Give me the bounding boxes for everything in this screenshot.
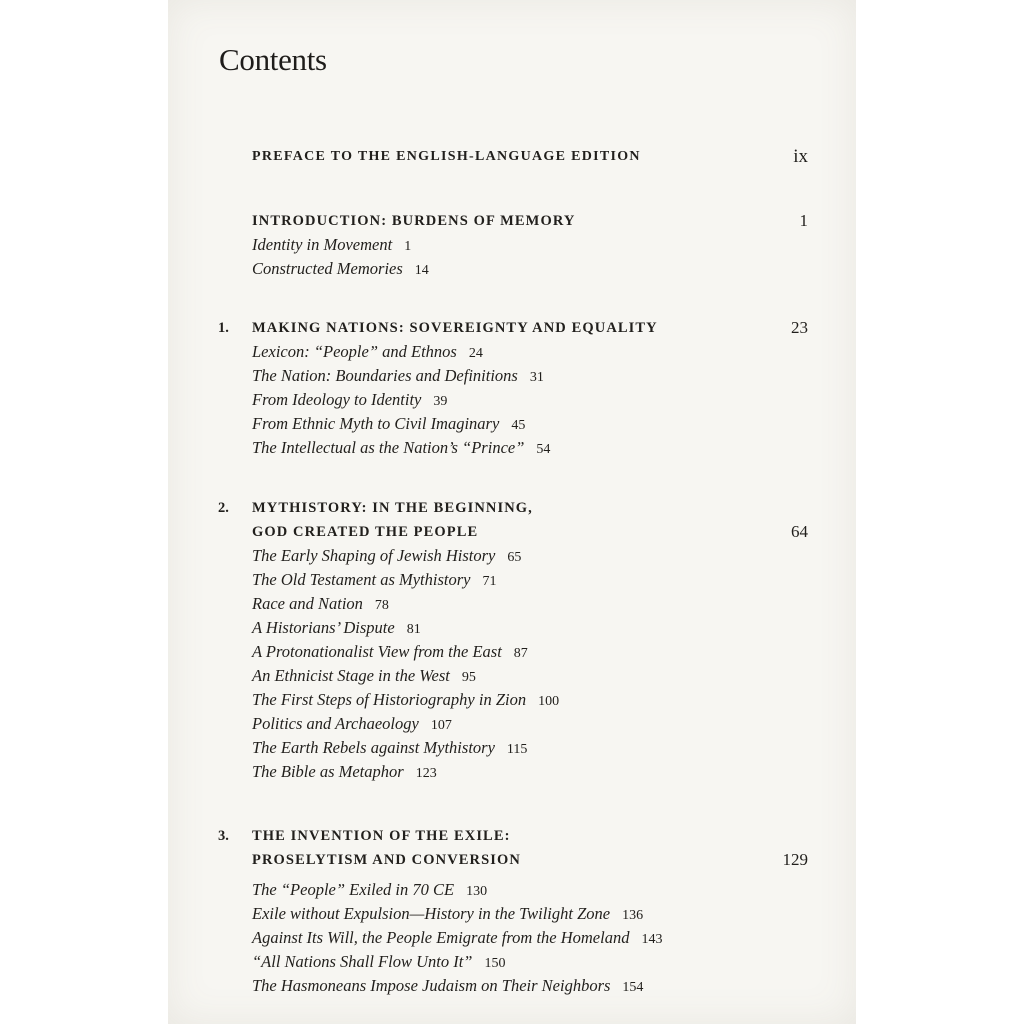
chapter-title: MAKING NATIONS: SOVEREIGNTY AND EQUALITY xyxy=(252,320,658,336)
section-page: 81 xyxy=(406,622,421,637)
section-entry xyxy=(252,233,411,259)
toc-section-row xyxy=(218,568,808,592)
toc-chapter-row xyxy=(218,520,808,544)
chapter-title: INTRODUCTION: BURDENS OF MEMORY xyxy=(252,213,576,229)
toc-chapter-row xyxy=(218,145,808,175)
toc-section-row xyxy=(218,257,808,281)
section-title: The Old Testament as Mythistory xyxy=(252,570,471,589)
section-entry xyxy=(252,592,389,618)
section-page: 78 xyxy=(374,598,389,613)
preface-page: ix xyxy=(793,146,808,167)
section-page: 107 xyxy=(430,718,452,733)
section-entry xyxy=(252,616,421,642)
section-title: The Earth Rebels against Mythistory xyxy=(252,738,495,757)
toc-section-row xyxy=(218,436,808,460)
section-title: “All Nations Shall Flow Unto It” xyxy=(252,952,473,971)
section-page: 136 xyxy=(622,908,644,923)
section-title: From Ethnic Myth to Civil Imaginary xyxy=(252,414,500,433)
section-title: Lexicon: “People” and Ethnos xyxy=(252,342,457,361)
toc-section-row xyxy=(218,592,808,616)
toc-section-row xyxy=(218,760,808,784)
section-title: The First Steps of Historiography in Zion xyxy=(252,690,527,709)
chapter-page: 1 xyxy=(799,211,808,230)
section-entry xyxy=(252,640,528,666)
section-title: An Ethnicist Stage in the West xyxy=(252,666,450,685)
section-page: 1 xyxy=(404,239,412,254)
toc-section-row xyxy=(218,736,808,760)
section-page: 123 xyxy=(415,766,437,781)
toc-section-row xyxy=(218,878,808,902)
section-page: 150 xyxy=(484,956,506,971)
section-entry xyxy=(252,736,527,762)
toc-section-row xyxy=(218,688,808,712)
section-page: 65 xyxy=(507,550,522,565)
chapter-number: 3. xyxy=(218,828,229,844)
section-title: A Historians’ Dispute xyxy=(252,618,395,637)
toc-entry-preface xyxy=(218,145,808,175)
section-title: Race and Nation xyxy=(252,594,363,613)
chapter-title: MYTHISTORY: IN THE BEGINNING, xyxy=(252,500,533,516)
toc-section-row xyxy=(218,664,808,688)
section-entry xyxy=(252,688,559,714)
chapter-title: THE INVENTION OF THE EXILE: xyxy=(252,828,511,844)
chapter-page: 23 xyxy=(791,318,808,337)
section-title: The Nation: Boundaries and Definitions xyxy=(252,366,518,385)
section-entry xyxy=(252,760,437,786)
section-title: The Early Shaping of Jewish History xyxy=(252,546,496,565)
toc-entry-introduction xyxy=(218,209,808,281)
toc-chapter-row xyxy=(218,848,808,878)
toc-chapter-row xyxy=(218,496,808,520)
section-entry xyxy=(252,544,521,570)
section-entry xyxy=(252,364,544,390)
toc-section-row xyxy=(218,712,808,736)
section-page: 154 xyxy=(622,980,644,995)
toc-entry-chapter-2 xyxy=(218,496,808,784)
toc-section-row xyxy=(218,544,808,568)
toc-section-row xyxy=(218,616,808,640)
section-title: The Bible as Metaphor xyxy=(252,762,404,781)
section-title: Identity in Movement xyxy=(252,235,393,254)
section-entry xyxy=(252,712,452,738)
chapter-page: 129 xyxy=(782,850,808,869)
section-entry xyxy=(252,388,447,414)
toc-chapter-row xyxy=(218,824,808,848)
section-entry xyxy=(252,412,525,438)
page-title: Contents xyxy=(219,42,327,77)
section-entry xyxy=(252,950,506,976)
section-title: A Protonationalist View from the East xyxy=(252,642,502,661)
toc-section-row xyxy=(218,233,808,257)
section-entry xyxy=(252,974,643,1000)
chapter-number: 1. xyxy=(218,320,229,336)
toc-section-row xyxy=(218,950,808,974)
toc-section-row xyxy=(218,926,808,950)
section-entry xyxy=(252,568,496,594)
chapter-number: 2. xyxy=(218,500,229,516)
toc-section-row xyxy=(218,340,808,364)
toc-chapter-row xyxy=(218,209,808,233)
section-entry xyxy=(252,878,487,904)
toc-section-row xyxy=(218,364,808,388)
section-entry xyxy=(252,340,483,366)
section-page: 100 xyxy=(538,694,560,709)
chapter-title: GOD CREATED THE PEOPLE xyxy=(252,524,479,540)
section-page: 143 xyxy=(641,932,663,947)
section-title: From Ideology to Identity xyxy=(252,390,422,409)
toc-chapter-row xyxy=(218,316,808,340)
toc-entry-chapter-3 xyxy=(218,824,808,998)
section-entry xyxy=(252,436,550,462)
section-title: The Intellectual as the Nation’s “Prince” xyxy=(252,438,525,457)
section-page: 14 xyxy=(414,263,429,278)
section-entry xyxy=(252,902,643,928)
toc-entry-chapter-1 xyxy=(218,316,808,460)
section-entry xyxy=(252,257,429,283)
section-title: Exile without Expulsion—History in the Twilight Zone xyxy=(252,904,611,923)
section-title: Politics and Archaeology xyxy=(252,714,419,733)
section-title: The “People” Exiled in 70 CE xyxy=(252,880,455,899)
section-entry xyxy=(252,664,476,690)
chapter-page: 64 xyxy=(791,522,808,541)
book-page xyxy=(168,0,856,1024)
toc-section-row xyxy=(218,902,808,926)
toc-section-row xyxy=(218,974,808,998)
preface-title: PREFACE TO THE ENGLISH-LANGUAGE EDITION xyxy=(252,149,641,164)
section-page: 130 xyxy=(466,884,488,899)
section-title: Constructed Memories xyxy=(252,259,403,278)
section-page: 54 xyxy=(536,442,551,457)
section-page: 31 xyxy=(529,370,544,385)
section-page: 71 xyxy=(482,574,497,589)
section-entry xyxy=(252,926,662,952)
section-page: 87 xyxy=(513,646,528,661)
toc-section-row xyxy=(218,640,808,664)
section-page: 115 xyxy=(506,742,528,757)
section-page: 95 xyxy=(461,670,476,685)
toc-section-row xyxy=(218,388,808,412)
section-page: 45 xyxy=(511,418,526,433)
toc-section-row xyxy=(218,412,808,436)
section-page: 39 xyxy=(433,394,448,409)
section-page: 24 xyxy=(468,346,483,361)
section-title: The Hasmoneans Impose Judaism on Their Neighbors xyxy=(252,976,611,995)
chapter-title: PROSELYTISM AND CONVERSION xyxy=(252,852,521,868)
section-title: Against Its Will, the People Emigrate from the Homeland xyxy=(252,928,630,947)
